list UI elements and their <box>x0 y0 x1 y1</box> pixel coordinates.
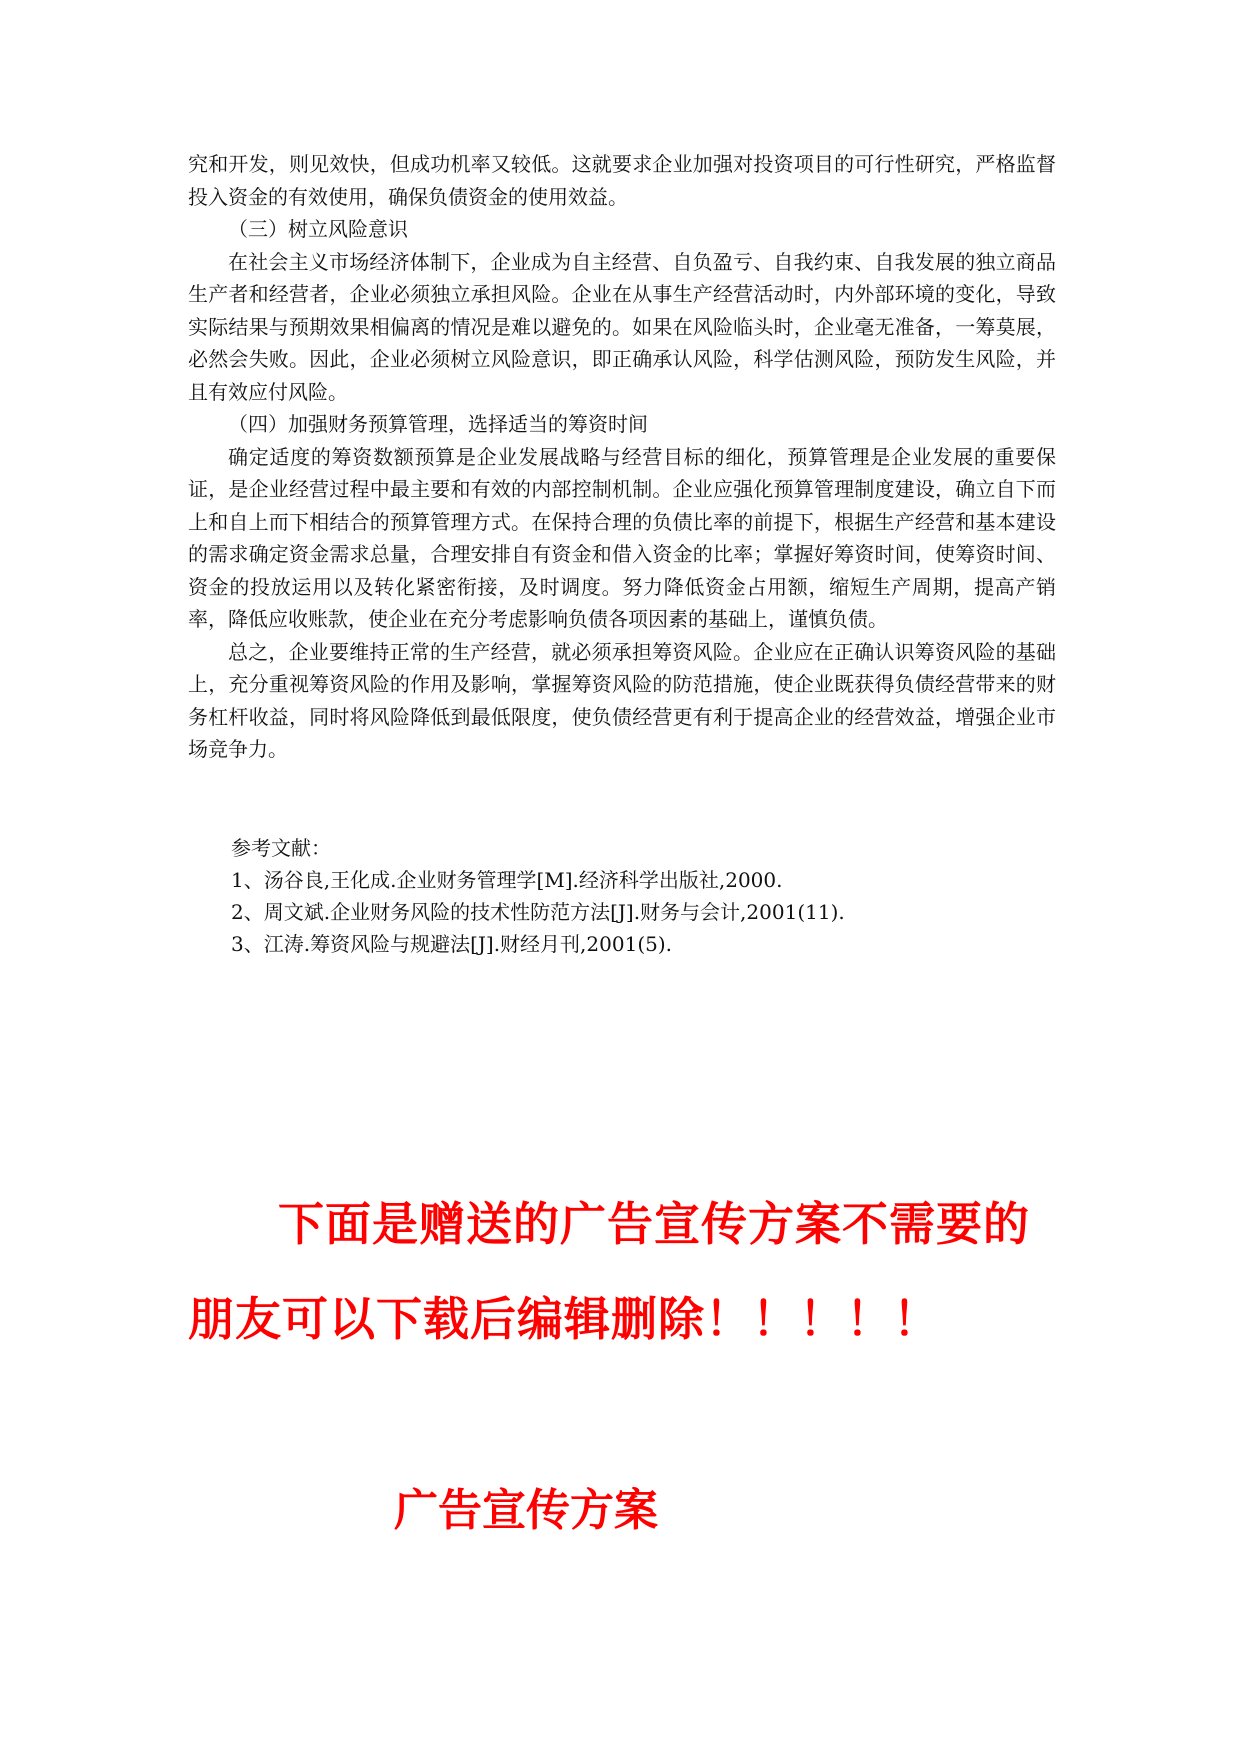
ad-notice-line-2: 朋友可以下载后编辑删除！！！！！ <box>188 1292 940 1346</box>
paragraph-continuation: 究和开发，则见效快，但成功机率又较低。这就要求企业加强对投资项目的可行性研究，严格监督投入资金的有效使用，确保负债资金的使用效益。 <box>188 152 1056 209</box>
paragraph-budget-management: 确定适度的筹资数额预算是企业发展战略与经营目标的细化，预算管理是企业发展的重要保证，是企业经营过程中最主要和有效的内部控制机制。企业应强化预算管理制度建设，确立自下而上和自上而下相结合的预算管理方式。在保持合理的负债比率的前提下，根据生产经营和基本建设的需求确定资金需求总量，合理安排自有资金和借入资金的比率；掌握好筹资时间，使筹资时间、资金的投放运用以及转化紧密衔接，及时调度。努力降低资金占用额，缩短生产周期，提高产销率，降低应收账款，使企业在充分考虑影响负债各项因素的基础上，谨慎负债。 <box>188 444 1056 631</box>
ad-notice-line-1: 下面是赠送的广告宣传方案不需要的 <box>278 1197 1030 1251</box>
body-text <box>188 148 1056 766</box>
ad-title: 广告宣传方案 <box>394 1485 658 1536</box>
references <box>231 832 1051 960</box>
section-heading-3: （三）树立风险意识 <box>228 217 408 241</box>
paragraph-risk-awareness: 在社会主义市场经济体制下，企业成为自主经营、自负盈亏、自我约束、自我发展的独立商品生产者和经营者，企业必须独立承担风险。企业在从事生产经营活动时，内外部环境的变化，导致实际结果与预期效果相偏离的情况是难以避免的。如果在风险临头时，企业毫无准备，一筹莫展，必然会失败。因此，企业必须树立风险意识，即正确承认风险，科学估测风险，预防发生风险，并且有效应付风险。 <box>188 249 1056 404</box>
reference-item: 2、周文斌.企业财务风险的技术性防范方法[J].财务与会计,2001(11). <box>231 900 845 924</box>
reference-item: 3、江涛.筹资风险与规避法[J].财经月刊,2001(5). <box>231 932 673 956</box>
reference-item: 1、汤谷良,王化成.企业财务管理学[M].经济科学出版社,2000. <box>231 868 783 892</box>
section-heading-4: （四）加强财务预算管理，选择适当的筹资时间 <box>228 412 648 436</box>
paragraph-conclusion: 总之，企业要维持正常的生产经营，就必须承担筹资风险。企业应在正确认识筹资风险的基础上，充分重视筹资风险的作用及影响，掌握筹资风险的防范措施，使企业既获得负债经营带来的财务杠杆收益，同时将风险降低到最低限度，使负债经营更有利于提高企业的经营效益，增强企业市场竞争力。 <box>188 639 1056 761</box>
references-heading: 参考文献： <box>231 836 331 860</box>
